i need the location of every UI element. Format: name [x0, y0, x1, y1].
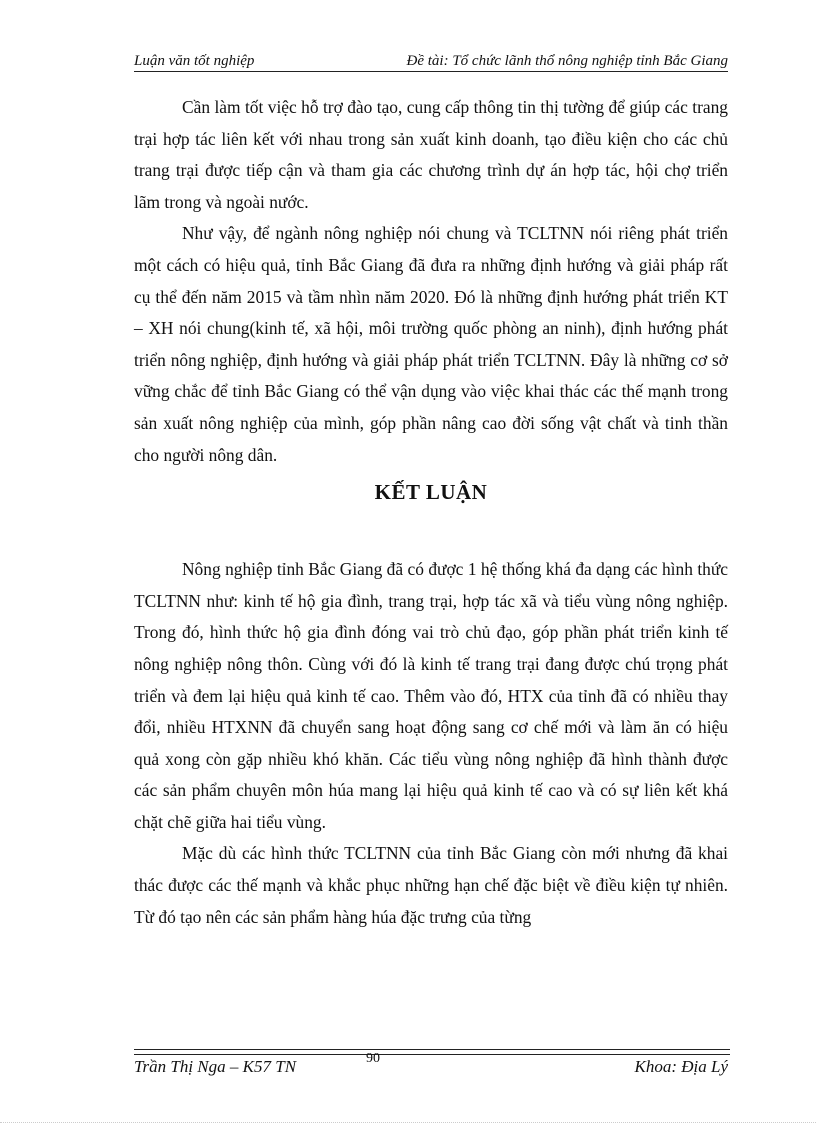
page-body — [134, 92, 728, 933]
paragraph-training-support: Cần làm tốt việc hỗ trợ đào tạo, cung cấp thông tin thị tường để giúp các trang trại hợp tác liên kết với nhau trong sản xuất kinh doanh, tạo điều kiện cho các chủ trang trại được tiếp cận và tham gia các chương trình dự án hợp tác, hội chợ triển lãm trong và ngoài nước. — [134, 97, 728, 212]
heading-spacer — [134, 509, 728, 554]
page-header — [134, 48, 728, 72]
page-footer — [134, 1053, 728, 1077]
header-topic-title: Đề tài: Tổ chức lãnh thổ nông nghiệp tỉnh Bắc Giang — [406, 53, 728, 69]
conclusion-heading: KẾT LUẬN — [374, 480, 488, 505]
footer-author: Trần Thị Nga – K57 TN — [134, 1057, 297, 1076]
page-number: 90 — [366, 1051, 381, 1066]
header-thesis-label: Luận văn tốt nghiệp — [134, 53, 255, 69]
paragraph-conclusion-strengths: Mặc dù các hình thức TCLTNN của tỉnh Bắc Giang còn mới nhưng đã khai thác được các thế mạnh và khắc phục những hạn chế đặc biệt về điều kiện tự nhiên. Từ đó tạo nên các sản phẩm hàng húa đặc trưng của từng — [134, 843, 728, 927]
footer-faculty: Khoa: Địa Lý — [634, 1057, 728, 1076]
paragraph-conclusion-forms: Nông nghiệp tỉnh Bắc Giang đã có được 1 hệ thống khá đa dạng các hình thức TCLTNN như: kinh tế hộ gia đình, trang trại, hợp tác xã và tiểu vùng nông nghiệp. Trong đó, hình thức hộ gia đình đóng vai trò chủ đạo, góp phần phát triển kinh tế nông nghiệp nông thôn. Cùng với đó là kinh tế trang trại đang được chú trọng phát triển và đem lại hiệu quả kinh tế cao. Thêm vào đó, HTX của tỉnh đã có nhiều thay đổi, nhiều HTXNN đã chuyển sang hoạt động sang cơ chế mới và làm ăn có hiệu quả xong còn gặp nhiều khó khăn. Các tiểu vùng nông nghiệp đã hình thành được các sản phẩm chuyên môn húa mang lại hiệu quả kinh tế cao và có sự liên kết khá chặt chẽ giữa hai tiểu vùng. — [134, 559, 728, 832]
paragraph-orientation: Như vậy, để ngành nông nghiệp nói chung và TCLTNN nói riêng phát triển một cách có hiệu quả, tỉnh Bắc Giang đã đưa ra những định hướng và giải pháp rất cụ thể đến năm 2015 và tầm nhìn năm 2020. Đó là những định hướng phát triển KT – XH nói chung(kinh tế, xã hội, môi trường quốc phòng an ninh), định hướng phát triển nông nghiệp, định hướng và giải pháp phát triển TCLTNN. Đây là những cơ sở vững chắc để tỉnh Bắc Giang có thể vận dụng vào việc khai thác các thế mạnh trong sản xuất nông nghiệp của mình, góp phần nâng cao đời sống vật chất và tinh thần cho người nông dân. — [134, 223, 728, 465]
